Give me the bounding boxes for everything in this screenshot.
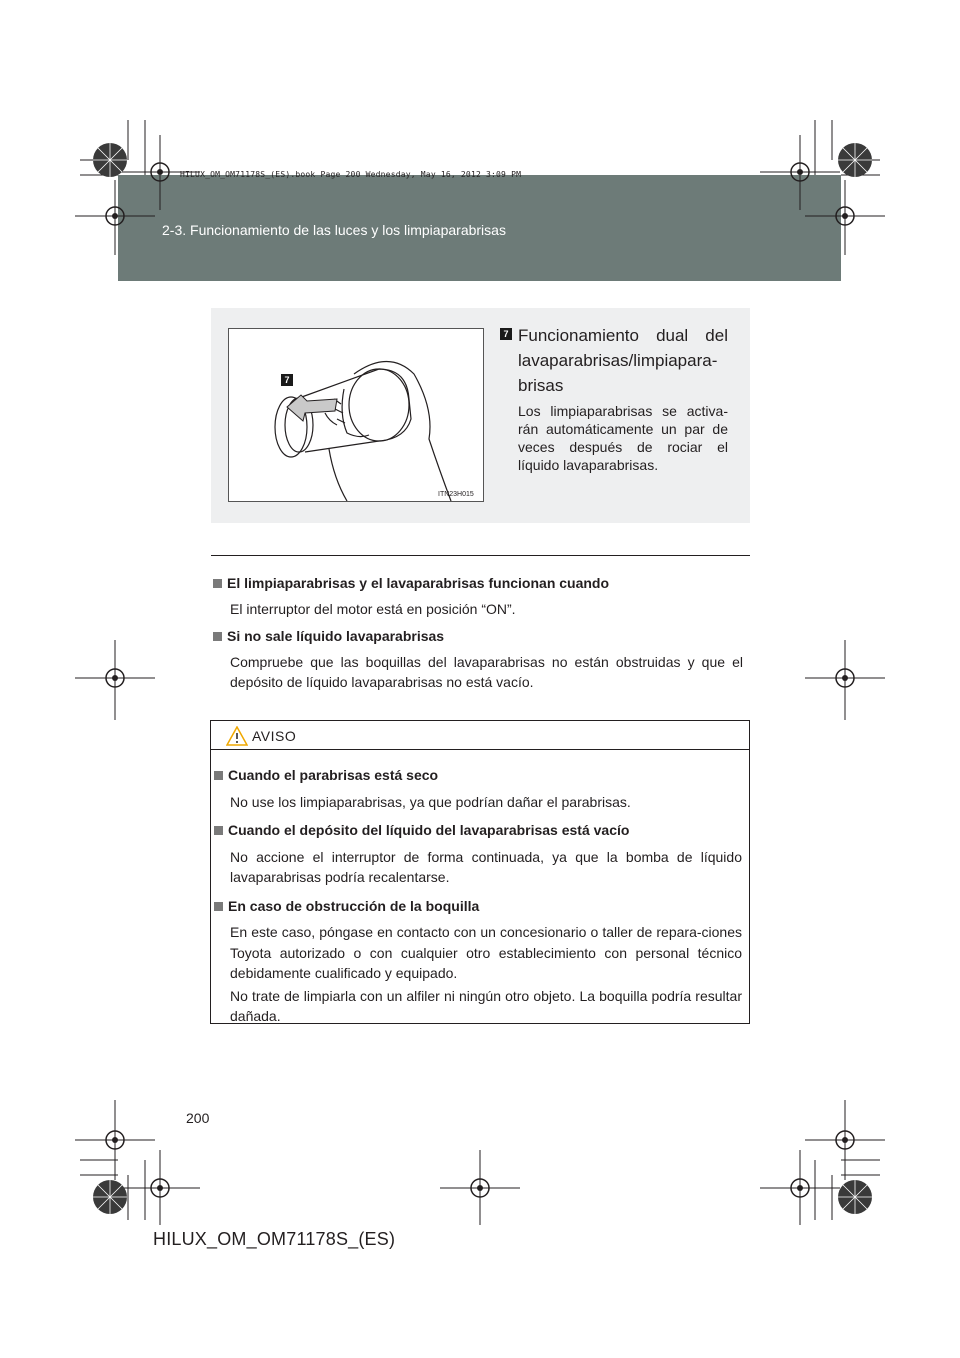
square-bullet-icon — [214, 826, 223, 835]
warning-body — [214, 762, 742, 1029]
warning-item-body: No accione el interruptor de forma continuada, ya que la bomba de líquido lavaparabrisas podría recalentarse. — [230, 848, 742, 885]
note-1 — [213, 573, 743, 619]
print-mark: HILUX_OM_OM71178S_(ES).book Page 200 Wednesday, May 16, 2012 3:09 PM — [180, 170, 522, 179]
square-bullet-icon — [214, 902, 223, 911]
wiper-lever-illustration — [228, 328, 484, 502]
feature-title-line-3: brisas — [518, 376, 564, 395]
feature-number-badge: 7 — [500, 328, 512, 340]
illustration-code: ITN23H015 — [438, 491, 474, 498]
warning-triangle-icon — [226, 726, 248, 746]
warning-item-body-2: No trate de limpiarla con un alfiler ni ningún otro objeto. La boquilla podría resultar dañada. — [230, 987, 742, 1024]
hand-on-lever-drawing — [229, 329, 483, 501]
warning-item-body: No use los limpiaparabrisas, ya que podrían dañar el parabrisas. — [230, 793, 631, 810]
document-footer: HILUX_OM_OM71178S_(ES) — [153, 1229, 396, 1249]
warning-item-body: En este caso, póngase en contacto con un concesionario o taller de repara-ciones Toyota autorizado o con cualquier otro establecimiento con personal técnico debidamente cualificado y equipado. — [230, 924, 742, 981]
square-bullet-icon — [213, 579, 222, 588]
feature-title-line-2: lavaparabrisas/limpiapara- — [518, 351, 718, 370]
note-2 — [213, 626, 743, 692]
feature-title-line-1: Funcionamiento dual del — [518, 326, 728, 345]
page-number: 200 — [186, 1110, 210, 1126]
feature-title — [518, 323, 728, 398]
note-heading: El limpiaparabrisas y el lavaparabrisas funcionan cuando — [227, 575, 610, 591]
note-heading: Si no sale líquido lavaparabrisas — [227, 628, 445, 644]
warning-item-heading: En caso de obstrucción de la boquilla — [228, 897, 480, 914]
illustration-badge: 7 — [281, 374, 293, 386]
section-title: 2-3. Funcionamiento de las luces y los limpiaparabrisas — [162, 222, 506, 238]
square-bullet-icon — [213, 632, 222, 641]
warning-item-heading: Cuando el parabrisas está seco — [228, 767, 439, 783]
feature-description: Los limpiaparabrisas se activa-rán automáticamente un par de veces después de rociar el líquido lavaparabrisas. — [518, 403, 728, 473]
section-divider — [211, 555, 750, 556]
note-body: El interruptor del motor está en posición “ON”. — [230, 601, 516, 617]
warning-label: AVISO — [252, 728, 297, 744]
square-bullet-icon — [214, 771, 223, 780]
note-body: Compruebe que las boquillas del lavaparabrisas no están obstruidas y que el depósito de líquido lavaparabrisas no está vacío. — [230, 654, 743, 690]
warning-item-heading: Cuando el depósito del líquido del lavaparabrisas está vacío — [228, 822, 630, 838]
